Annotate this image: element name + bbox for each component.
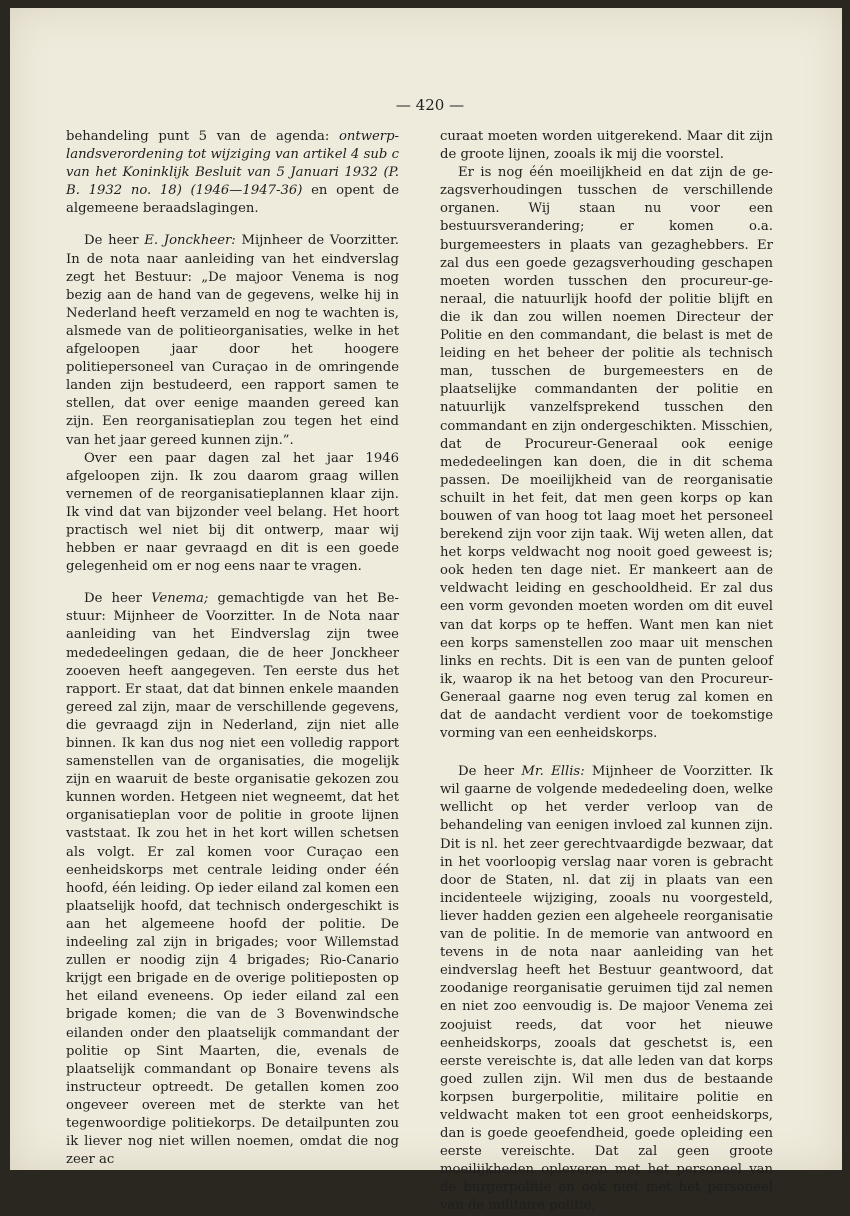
right-column xyxy=(440,128,773,1216)
left-column xyxy=(66,128,399,1169)
text-pre: Er is nog één moeilijkheid en dat zijn de gezagsverhoudingen tusschen de verschillende organen. Wij staan nu voor een bestuursverandering; er komen o.a. burgemeesters in plaats van gezaghebbers. Er zal dus een goede gezagsverhouding geschapen moeten worden tusschen den procureur-generaal, die natuurlijk hoofd der politie blijft en die ik dan zou willen noemen Directeur der Politie en den commandant, die belast is met de leiding en het beheer der politie als technisch man, tusschen de burgemeesters en de plaatselijke commandanten der politie en natuurlijk vanzelfsprekend tusschen den commandant en zijn ondergeschikten. Misschien, dat de Procureur-Generaal ook eenige mededeelingen kan doen, die in dit schema passen. De moeilijkheid van de reorganisatie schuilt in het feit, dat men geen korps op kan bouwen of van hoog tot laag moet het personeel berekend zijn voor zijn taak. Wij weten allen, dat het korps veldwacht nog nooit goed geweest is; ook heden ten dage niet. Er mankeert aan de veldwacht leiding en geschooldheid. Er zal dus een vorm gevonden moeten worden om dit euvel van dat korps op te heffen. Want men kan niet een korps samenstellen zoo maar uit menschen links en rechts. Dit is een van de punten geloof ik, waarop ik na het betoog van den Procureur-Generaal gaarne nog even terug zal komen en dat de aandacht verdient voor de toekomstige vorming van een eenheidskorps. xyxy=(440,165,773,742)
text-pre: curaat moeten worden uitgerekend. Maar dit zijn de groote lijnen, zooals ik mij die voorstel. xyxy=(440,129,773,163)
document-page xyxy=(10,8,842,1214)
text-pre: behandeling punt 5 van de agenda: xyxy=(66,129,339,144)
speaker-name: E. Jonckheer: xyxy=(144,233,236,249)
page-number: — 420 — xyxy=(395,96,465,114)
agenda-title: ontwerp-landsverordening tot wijziging van artikel 4 sub c van het Koninklijk Besluit van 5 Januari 1932 (P. B. 1932 no. 18) (1946—1947-36) xyxy=(66,129,399,199)
text-post: en opent de algemeene beraadslagingen. xyxy=(66,183,399,217)
paragraph xyxy=(66,590,399,1169)
paragraph xyxy=(66,450,399,577)
text-post: Mijnheer de Voorzitter. Ik wil gaarne de volgende mededeeling doen, welke wellicht op het verder verloop van de behandeling van eenigen invloed zal kunnen zijn. Dit is nl. het zeer gerechtvaardigde bezwaar, dat in het voorloopig verslag naar voren is gebracht door de Staten, nl. dat zij in plaats van een incidenteele wijziging, zooals nu voorgesteld, liever hadden gezien een algeheele reorganisatie van de politie. In de memorie van antwoord en tevens in de nota naar aanleiding van het eindverslag heeft het Bestuur geantwoord, dat zoodanige reorganisatie geruimen tijd zal nemen en niet zoo eenvoudig is. De majoor Venema zei zoojuist reeds, dat voor het nieuwe eenheidskorps, zooals dat geschetst is, een eerste vereischte is, dat alle leden van dat korps goed zullen zijn. Wil men dus de bestaande korpsen burgerpolitie, militaire politie en veldwacht maken tot een groot eenheidskorps, dan is goede geoefendheid, goede opleiding een eerste vereischte. Dat zal geen groote moeilijkheden opleveren met het personeel van de burgerpolitie en ook niet met het personeel van de militaire politie, xyxy=(440,764,773,1214)
text-post: Mijnheer de Voorzitter. In de nota naar aanleiding van het eindverslag zegt het Bestuur: „De majoor Venema is nog bezig aan de hand van de gegevens, welke hij in Nederland heeft verzameld en nog te wachten is, alsmede van de politieorganisaties, welke in het afgeloopen jaar door het hoogere politiepersoneel van Curaçao in de omringende landen zijn bestudeerd, een rapport samen te stellen, dat over eenige maanden gereed kan zijn. Een reorganisatieplan zou tegen het eind van het jaar gereed kunnen zijn.”. xyxy=(66,233,399,448)
speaker-name: Venema; xyxy=(151,591,209,607)
paragraph xyxy=(440,164,773,743)
text-post: gemachtigde van het Bestuur: Mijnheer de Voorzitter. In de Nota naar aanleiding van het Eindverslag zijn twee mededeelingen gedaan, die de heer Jonckheer zooeven heeft aangegeven. Ten eerste dus het rapport. Er staat, dat dat binnen enkele maanden gereed zal zijn, maar de verschillende gegevens, die gevraagd zijn in Nederland, zijn niet alle binnen. Ik kan dus nog niet een volledig rapport samenstellen van de organisaties, die mogelijk zijn en waaruit de beste organisatie gekozen zou kunnen worden. Hetgeen niet wegneemt, dat het organisatieplan voor de politie in groote lijnen vaststaat. Ik zou het in het kort willen schetsen als volgt. Er zal komen voor Curaçao een eenheidskorps met centrale leiding onder één hoofd, één leiding. Op ieder eiland zal komen een plaatselijk hoofd, dat technisch ondergeschikt is aan het algemeene hoofd der politie. De indeeling zal zijn in brigades; voor Willemstad zullen er noodig zijn 4 brigades; Rio-Canario krijgt een brigade en de overige politieposten op het eiland eveneens. Op ieder eiland zal een brigade komen; die van de 3 Bovenwindsche eilanden onder den plaatselijk commandant der politie op Sint Maarten, die, evenals de plaatselijk commandant op Bonaire tevens als instructeur optreedt. De getallen komen zoo ongeveer overeen met de sterkte van het tegenwoordige politiekorps. De detailpunten zou ik liever nog niet willen noemen, omdat die nog zeer ac xyxy=(66,591,399,1168)
text-pre: De heer xyxy=(84,591,152,607)
text-pre: Over een paar dagen zal het jaar 1946 afgeloopen zijn. Ik zou daarom graag willen vernemen of de reorganisatieplannen klaar zijn. Ik vind dat van bijzonder veel belang. Het hoort practisch wel niet bij dit ontwerp, maar wij hebben er naar gevraagd en dit is een goede gelegenheid om er nog eens naar te vragen. xyxy=(66,450,399,575)
paragraph xyxy=(440,128,773,164)
speaker-name: Mr. Ellis: xyxy=(521,764,585,780)
paragraph xyxy=(66,128,399,218)
paragraph xyxy=(440,763,773,1215)
paragraph xyxy=(66,232,399,449)
text-pre: De heer xyxy=(458,764,522,780)
text-pre: De heer xyxy=(84,233,145,249)
